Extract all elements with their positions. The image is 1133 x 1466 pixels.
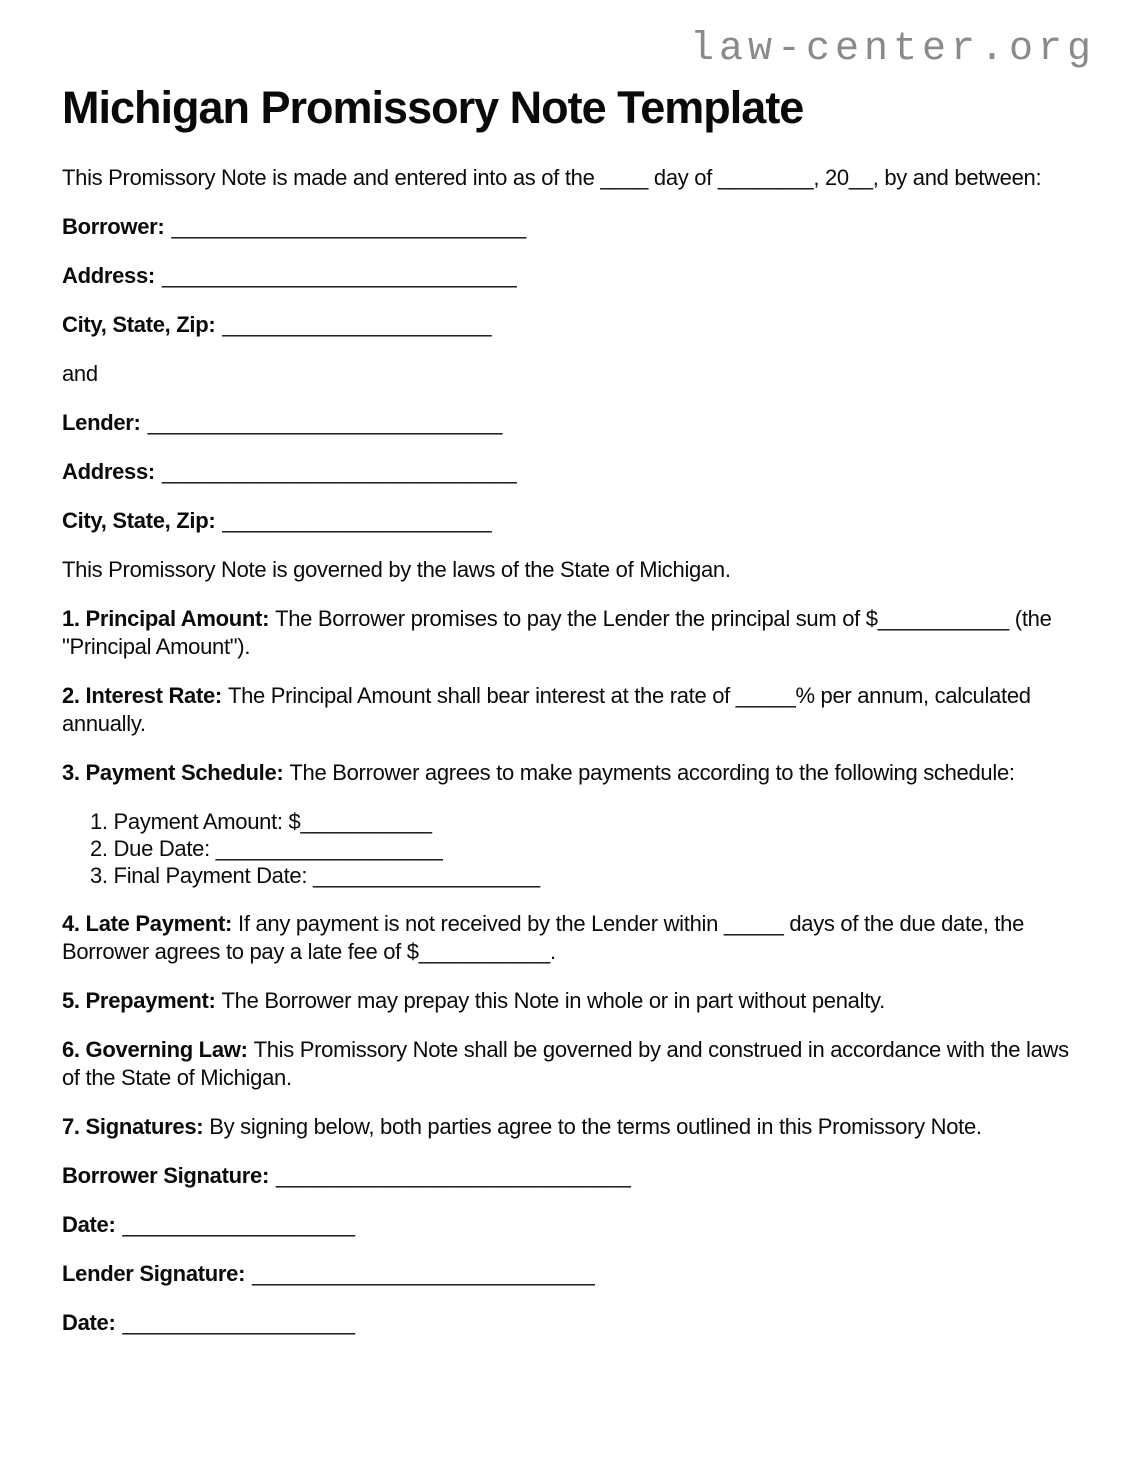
section-prepayment bbox=[62, 987, 1072, 1015]
borrower-address-label: Address: bbox=[62, 263, 155, 288]
payment-schedule-list bbox=[90, 808, 1072, 889]
borrower-city-state-zip-field bbox=[62, 311, 1072, 339]
borrower-address-blank: _____________________________ bbox=[161, 263, 517, 288]
intro-paragraph: This Promissory Note is made and entered into as of the ____ day of ________, 20__, by and between: bbox=[62, 165, 1042, 190]
section-signatures bbox=[62, 1113, 1072, 1141]
section-interest-rate-text: The Principal Amount shall bear interest at the rate of _____% per annum, calculated annually. bbox=[62, 683, 1031, 736]
section-payment-schedule bbox=[62, 759, 1072, 787]
borrower-signature-label: Borrower Signature: bbox=[62, 1163, 269, 1188]
lender-address-label: Address: bbox=[62, 459, 155, 484]
payment-amount-item: 1. Payment Amount: $___________ bbox=[90, 809, 432, 834]
lender-city-state-zip-label: City, State, Zip: bbox=[62, 508, 216, 533]
section-governing-law-text: This Promissory Note shall be governed by and construed in accordance with the laws of the State of Michigan. bbox=[62, 1037, 1069, 1090]
lender-address-blank: _____________________________ bbox=[161, 459, 517, 484]
section-signatures-text: By signing below, both parties agree to the terms outlined in this Promissory Note. bbox=[209, 1114, 982, 1139]
section-principal-amount-label: 1. Principal Amount: bbox=[62, 606, 270, 631]
governing-statement: This Promissory Note is governed by the laws of the State of Michigan. bbox=[62, 557, 731, 582]
section-governing-law bbox=[62, 1036, 1072, 1092]
site-logo: law-center.org bbox=[689, 27, 1096, 72]
lender-city-state-zip-blank: ______________________ bbox=[222, 508, 492, 533]
final-payment-date-item: 3. Final Payment Date: ___________________ bbox=[90, 863, 540, 888]
section-payment-schedule-label: 3. Payment Schedule: bbox=[62, 760, 284, 785]
lender-label: Lender: bbox=[62, 410, 141, 435]
lender-signature-blank: ____________________________ bbox=[252, 1261, 595, 1286]
section-interest-rate bbox=[62, 682, 1072, 738]
borrower-date-label: Date: bbox=[62, 1212, 116, 1237]
parties-connector: and bbox=[62, 361, 98, 386]
section-signatures-label: 7. Signatures: bbox=[62, 1114, 204, 1139]
borrower-date-blank: ___________________ bbox=[122, 1212, 355, 1237]
section-late-payment bbox=[62, 910, 1072, 966]
lender-date-blank: ___________________ bbox=[122, 1310, 355, 1335]
document-body bbox=[62, 164, 1072, 1337]
page-title: Michigan Promissory Note Template bbox=[62, 82, 804, 133]
section-prepayment-text: The Borrower may prepay this Note in whole or in part without penalty. bbox=[221, 988, 885, 1013]
section-principal-amount bbox=[62, 605, 1072, 661]
due-date-item: 2. Due Date: ___________________ bbox=[90, 836, 443, 861]
lender-signature-field bbox=[62, 1260, 1072, 1288]
borrower-signature-blank: _____________________________ bbox=[276, 1163, 631, 1188]
borrower-address-field bbox=[62, 262, 1072, 290]
section-prepayment-label: 5. Prepayment: bbox=[62, 988, 216, 1013]
section-late-payment-label: 4. Late Payment: bbox=[62, 911, 233, 936]
section-late-payment-text: If any payment is not received by the Lender within _____ days of the due date, the Borrower agrees to pay a late fee of $___________. bbox=[62, 911, 1025, 964]
borrower-signature-field bbox=[62, 1162, 1072, 1190]
borrower-field bbox=[62, 213, 1072, 241]
section-interest-rate-label: 2. Interest Rate: bbox=[62, 683, 222, 708]
borrower-name-blank: _____________________________ bbox=[171, 214, 527, 239]
section-governing-law-label: 6. Governing Law: bbox=[62, 1037, 248, 1062]
lender-signature-label: Lender Signature: bbox=[62, 1261, 246, 1286]
lender-name-blank: _____________________________ bbox=[147, 410, 503, 435]
lender-address-field bbox=[62, 458, 1072, 486]
lender-date-label: Date: bbox=[62, 1310, 116, 1335]
lender-city-state-zip-field bbox=[62, 507, 1072, 535]
lender-field bbox=[62, 409, 1072, 437]
borrower-city-state-zip-label: City, State, Zip: bbox=[62, 312, 216, 337]
section-principal-amount-text: The Borrower promises to pay the Lender the principal sum of $___________ (the "Principal Amount"). bbox=[62, 606, 1052, 659]
lender-date-field bbox=[62, 1309, 1072, 1337]
section-payment-schedule-text: The Borrower agrees to make payments according to the following schedule: bbox=[289, 760, 1015, 785]
borrower-city-state-zip-blank: ______________________ bbox=[222, 312, 492, 337]
borrower-label: Borrower: bbox=[62, 214, 165, 239]
borrower-date-field bbox=[62, 1211, 1072, 1239]
